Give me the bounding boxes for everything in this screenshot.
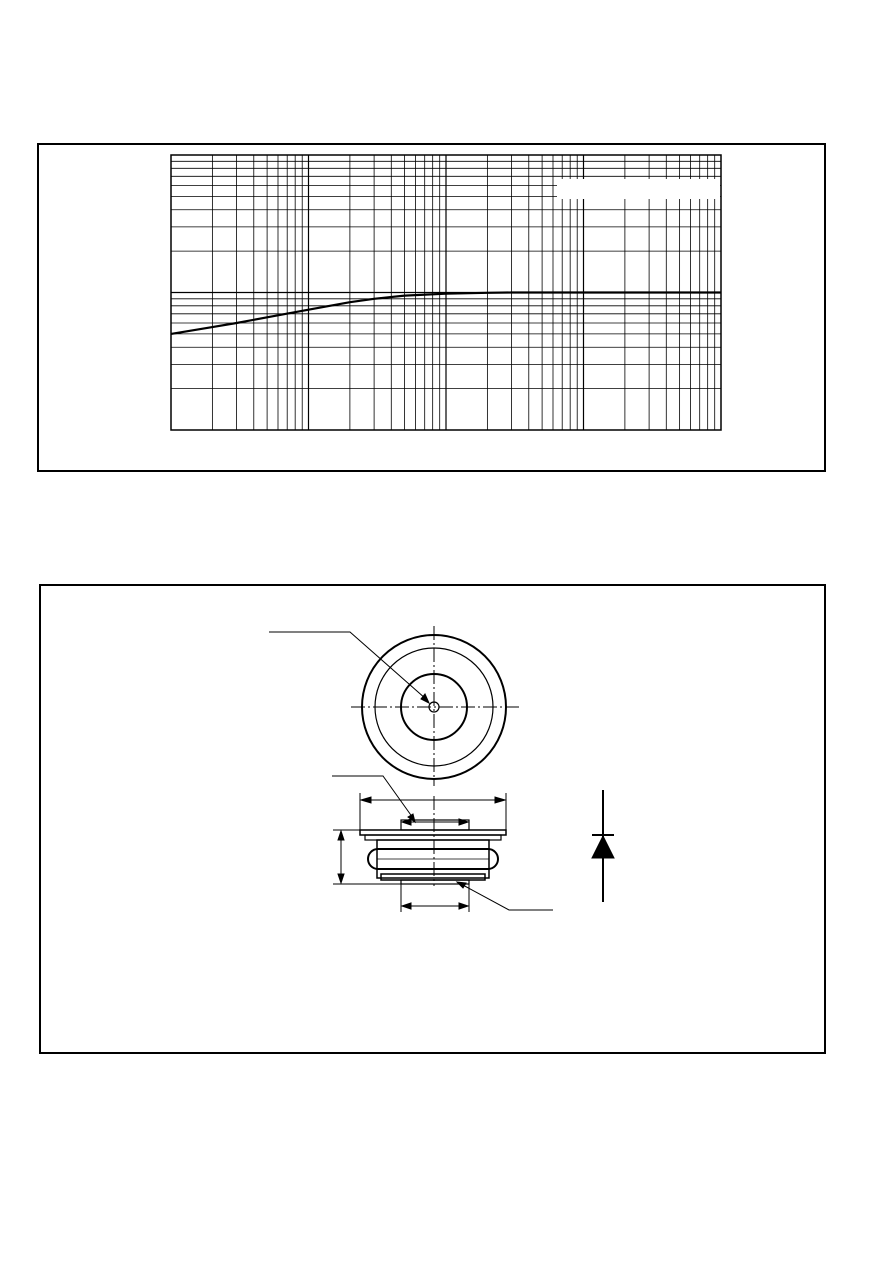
lower-face-leader <box>457 882 553 910</box>
lower-flange <box>381 874 485 880</box>
upper-face-leader <box>332 776 415 822</box>
dim-height <box>333 830 401 884</box>
dim-lower-contact <box>401 884 469 912</box>
chart-annotation-box <box>557 179 720 199</box>
upper-flange <box>360 830 506 835</box>
characteristic-chart <box>39 145 828 474</box>
package-outline-drawing <box>41 586 828 1056</box>
side-view <box>360 796 506 886</box>
chart-panel <box>37 143 826 472</box>
outline-panel <box>39 584 826 1054</box>
top-view <box>351 626 519 786</box>
diode-symbol <box>592 790 614 902</box>
dim-overall-diameter <box>360 793 506 830</box>
